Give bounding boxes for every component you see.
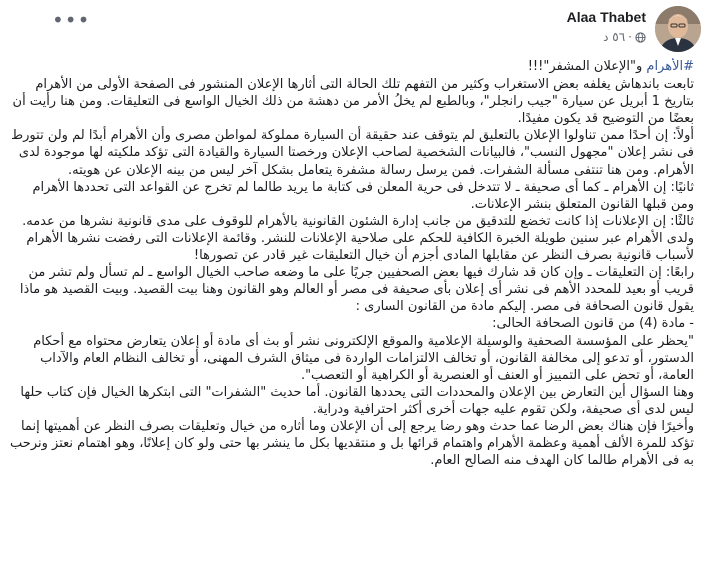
paragraph-first: أولاً: إن أحدًا ممن تناولوا الإعلان بالتعليق لم يتوقف عند حقيقة أن السيارة مملوكة لمواطن مصرى وأن الأهرام أبدًا لم ولن تتورط فى نشر إعلان "مجهول النسب"، فالبيانات الشخصية لصاحب الإعلان ورخصتا السيارة والقيادة التى تؤكد ملكيته لها موجودة لدى الأهرام. ومن هنا تنتفى مسألة الشفرات. فمن يرسل رسالة مشفرة يتعامل بشكل آخر ليس من بينه الإعلان عن هويته. — [11, 128, 694, 178]
globe-icon — [635, 32, 646, 43]
title-text: و"الإعلان المشفر"!!! — [527, 59, 647, 74]
article-quote: "يحظر على المؤسسة الصحفية والوسيلة الإعلامية والموقع الإلكترونى نشر أو بث أى مادة أو إعلان يتعارض محتواه مع أحكام الدستور، أو تدعو إلى مخالفة القانون، أو تخالف الالتزامات الواردة فى ميثاق الشرف المهنى، أو تخالف النظام العام والآداب العامة، أو تحض على التمييز أو العنف أو العنصرية أو الكراهية أو التعصب". — [33, 333, 694, 383]
paragraph-third: ثالثًا: إن الإعلانات إذا كانت تخضع للتدقيق من جانب إدارة الشئون القانونية بالأهرام للوقوف على مدى قانونية نشرها من عدمه. ولدى الأهرام عبر سنين طويلة الخبرة الكافية للحكم على صلاحية الإعلانات للنشر. وقائمة الإعلانات التى رفضت نشرها الأهرام لأسباب قانونية بصرف النظر عن مقابلها المادى أجزم أن خيال التعليقات غير قادر عن تصورها! — [22, 213, 694, 264]
paragraph-second: ثانيًا: إن الأهرام ـ كما أى صحيفة ـ لا تتدخل فى حرية المعلن فى كتابة ما يريد طالما لم تخرج عن القواعد التى تحددها الأهرام ومن قبلها القانون المتعلق بنشر الإعلانات. — [32, 179, 694, 212]
paragraph-question: وهنا السؤال أين التعارض بين الإعلان والمحددات التى يحددها القانون. أما حديث "الشفرات" التى ابتكرها الخيال فإن كتاب حلها ليس لدى أى صحيفة، ولكن تقوم عليه جهات أخرى أكثر احترافية ودراية. — [20, 384, 694, 417]
article-heading: - مادة (4) من قانون الصحافة الحالى: — [492, 316, 694, 332]
separator-dot: · — [628, 30, 632, 44]
post-body — [0, 58, 704, 579]
hashtag-link[interactable]: #الأهرام — [646, 59, 694, 74]
paragraph-intro: تابعت باندهاش يغلفه بعض الاستغراب وكثير من التفهم تلك الحالة التى أثارها الإعلان المنشور فى الصفحة الأولى من الأهرام بتاريخ 1 أبريل عن سيارة "جيب رانجلر"، وبالطبع لم يخلُ الأمر من دهشة من ذلك الخيال الواسع فى التعليقات. ومن هنا رأيت أن بعضًا من التوضيح قد يكون مفيدًا. — [12, 77, 694, 127]
paragraph-fourth: رابعًا: إن التعليقات ـ وإن كان قد شارك فيها بعض الصحفيين جريًا على ما وضعه صاحب الخيال الواسع ـ لم تسأل ولم تشر من قريب أو بعيد للمحدد الأهم فى نشر أى إعلان بأى صحيفة فى مصر أو العالم وهو القانون وهنا بيت القصيد. وبيت القصيد هو ماذا يقول قانون الصحافة فى مصر. إليكم مادة من القانون السارى : — [19, 265, 694, 315]
post-timestamp[interactable]: ٥٦ د — [603, 30, 626, 44]
author-name[interactable]: Alaa Thabet — [566, 9, 646, 25]
avatar-portrait-icon — [655, 6, 701, 52]
avatar[interactable] — [655, 6, 701, 52]
more-options-icon[interactable]: ••• — [52, 8, 91, 32]
post-meta — [603, 30, 646, 44]
paragraph-conclusion: وأخيرًا فإن هناك بعض الرضا عما حدث وهو رضا يرجع إلى أن الإعلان وما أثاره من خيال وتعليقات بصرف النظر عن أهميتها إنما تؤكد للمرة الألف أهمية وعظمة الأهرام واهتمام قرائها بل و منتقديها بكل ما ينشر بها حتى ولو كان إعلانًا، وهو اهتمام نعتز ونرحب به فى الأهرام طالما كان الهدف منه الصالح العام. — [10, 418, 694, 469]
post-title — [6, 58, 694, 75]
post-header — [0, 0, 708, 62]
